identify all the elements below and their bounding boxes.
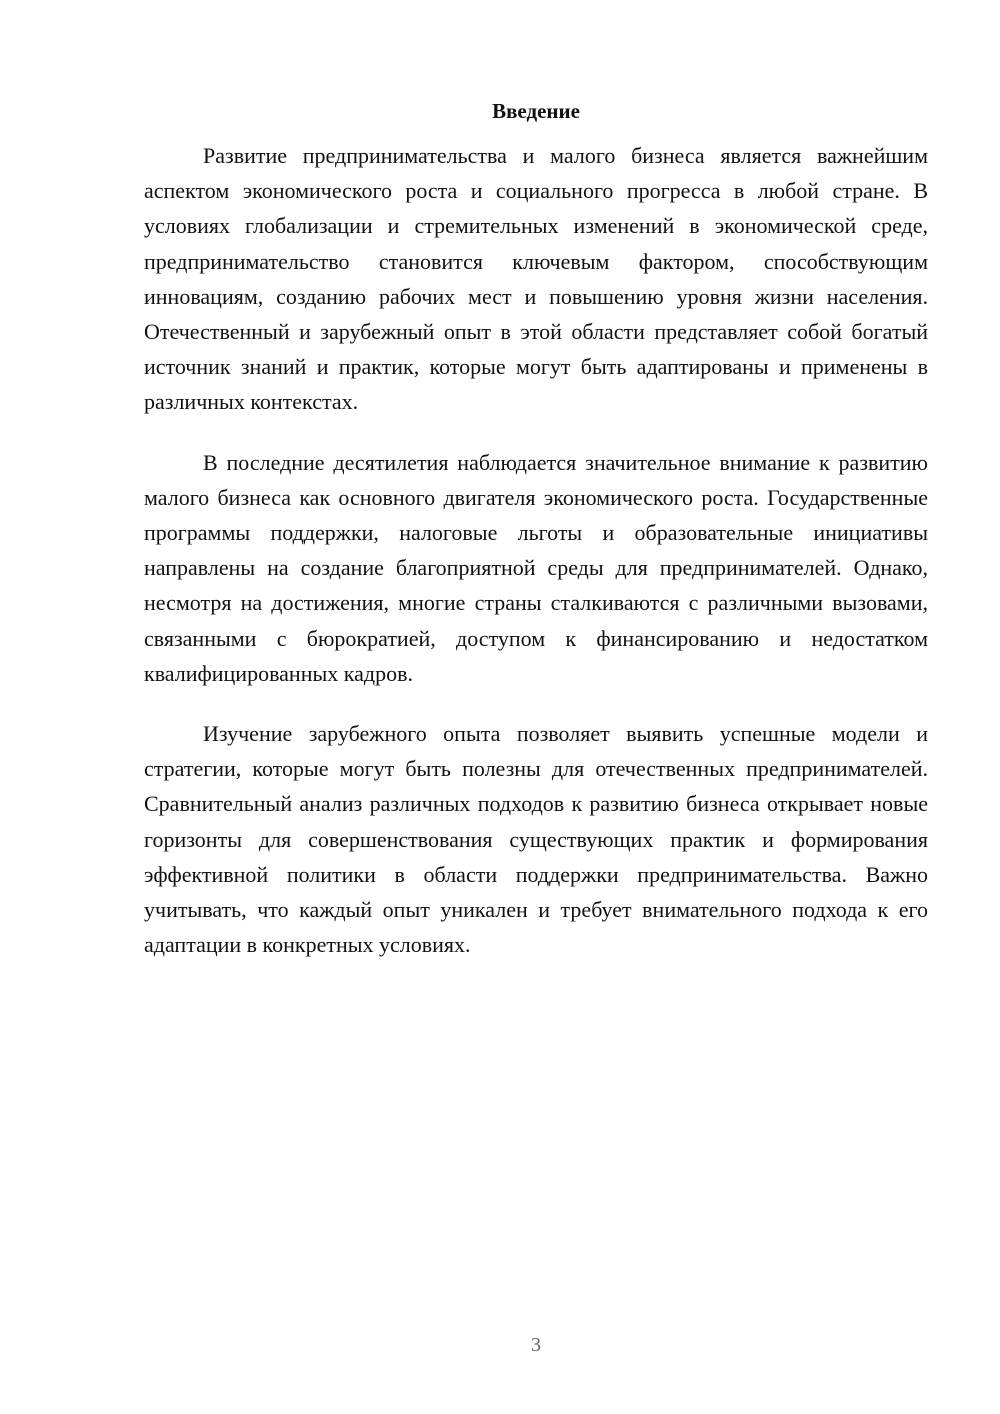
page-number: 3 xyxy=(531,1334,541,1356)
paragraph-1: Развитие предпринимательства и малого бизнеса является важнейшим аспектом экономического роста и социального прогресса в любой стране. В условиях глобализации и стремительных изменений в экономической среде, предпринимательство становится ключевым фактором, способствующим инновациям, созданию рабочих мест и повышению уровня жизни населения. Отечественный и зарубежный опыт в этой области представляет собой богатый источник знаний и практик, которые могут быть адаптированы и применены в различных контекстах. xyxy=(144,143,928,415)
paragraph-2: В последние десятилетия наблюдается значительное внимание к развитию малого бизнеса как основного двигателя экономического роста. Государственные программы поддержки, налоговые льготы и образовательные инициативы направлены на создание благоприятной среды для предпринимателей. Однако, несмотря на достижения, многие страны сталкиваются с различными вызовами, связанными с бюрократией, доступом к финансированию и недостатком квалифицированных кадров. xyxy=(144,449,928,686)
paragraph-3: Изучение зарубежного опыта позволяет выявить успешные модели и стратегии, которые могут быть полезны для отечественных предпринимателей. Сравнительный анализ различных подходов к развитию бизнеса открывает новые горизонты для совершенствования существующих практик и формирования эффективной политики в области поддержки предпринимательства. Важно учитывать, что каждый опыт уникален и требует внимательного подхода к его адаптации в конкретных условиях. xyxy=(144,721,928,958)
page-content xyxy=(144,96,928,987)
page-heading: Введение xyxy=(492,99,580,123)
